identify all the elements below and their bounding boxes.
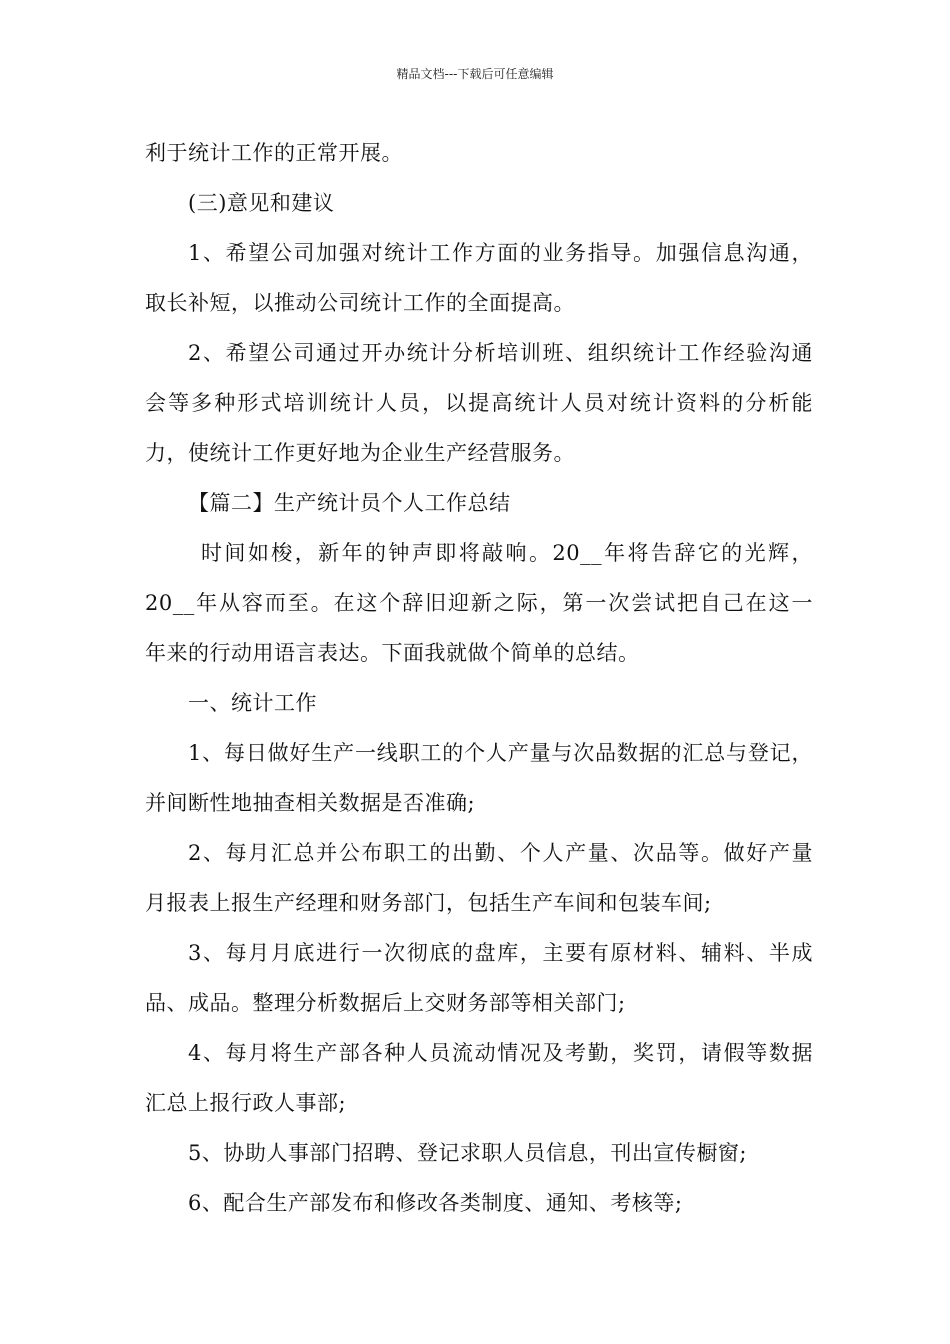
text-line: 力，使统计工作更好地为企业生产经营服务。 [145, 441, 575, 465]
text-line: 3、每月月底进行一次彻底的盘库，主要有原材料、辅料、半成 [188, 941, 813, 965]
text-line: 品、成品。整理分析数据后上交财务部等相关部门; [145, 991, 626, 1015]
text-line: 6、配合生产部发布和修改各类制度、通知、考核等; [188, 1191, 683, 1215]
document-body [145, 128, 813, 1228]
text-line: 4、每月将生产部各种人员流动情况及考勤，奖罚，请假等数据 [188, 1041, 813, 1065]
text-line: 2、希望公司通过开办统计分析培训班、组织统计工作经验沟通 [188, 341, 813, 365]
text-line: 会等多种形式培训统计人员，以提高统计人员对统计资料的分析能 [145, 391, 813, 415]
text-line: 取长补短，以推动公司统计工作的全面提高。 [145, 291, 575, 315]
text-line: 【篇二】生产统计员个人工作总结 [188, 491, 511, 515]
text-line: 20__年从容而至。在这个辞旧迎新之际，第一次尝试把自己在这一 [145, 591, 813, 615]
page-header: 精品文档---下载后可任意编辑 [396, 67, 554, 81]
text-line: (三)意见和建议 [188, 191, 335, 215]
text-line: 1、希望公司加强对统计工作方面的业务指导。加强信息沟通， [188, 241, 813, 265]
text-line: 一、统计工作 [188, 691, 317, 715]
text-line: 1、每日做好生产一线职工的个人产量与次品数据的汇总与登记， [188, 741, 813, 765]
text-line: 并间断性地抽查相关数据是否准确; [145, 791, 476, 815]
text-line: 月报表上报生产经理和财务部门，包括生产车间和包装车间; [145, 891, 712, 915]
text-line: 时间如梭，新年的钟声即将敲响。20__年将告辞它的光辉， [201, 541, 813, 565]
text-line: 2、每月汇总并公布职工的出勤、个人产量、次品等。做好产量 [188, 841, 813, 865]
text-line: 利于统计工作的正常开展。 [145, 141, 403, 165]
text-line: 年来的行动用语言表达。下面我就做个简单的总结。 [145, 641, 640, 665]
text-line: 5、协助人事部门招聘、登记求职人员信息，刊出宣传橱窗; [188, 1141, 747, 1165]
text-line: 汇总上报行政人事部; [145, 1091, 347, 1115]
